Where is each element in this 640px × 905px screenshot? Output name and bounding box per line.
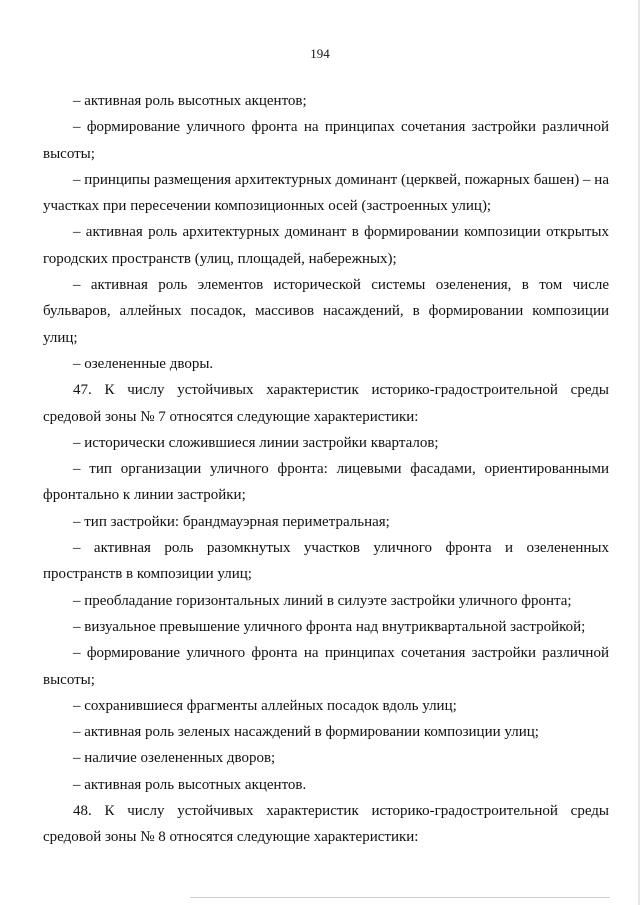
paragraph: 47. К числу устойчивых характеристик историко-градостроительной среды средовой зоны № 7 относятся следующие характеристики: — [43, 382, 609, 425]
paragraph: – принципы размещения архитектурных доминант (церквей, пожарных башен) – на участках при пересечении композиционных осей (застроенных улиц); — [43, 171, 609, 215]
paragraph: – преобладание горизонтальных линий в силуэте застройки уличного фронта; — [73, 592, 572, 609]
page-number: 194 — [310, 46, 330, 61]
paragraph: – активная роль элементов исторической системы озеленения, в том числе бульваров, аллейных посадок, массивов насаждений, в формировании композиции улиц; — [43, 277, 609, 346]
paragraph: – тип организации уличного фронта: лицевыми фасадами, ориентированными фронтально к линии застройки; — [43, 461, 609, 504]
paragraph: – озелененные дворы. — [73, 355, 214, 372]
paragraph: – формирование уличного фронта на принципах сочетания застройки различной высоты; — [43, 119, 609, 162]
paragraph: – формирование уличного фронта на принципах сочетания застройки различной высоты; — [43, 645, 609, 688]
paragraph: – тип застройки: брандмауэрная периметральная; — [73, 513, 390, 530]
paragraph: – визуальное превышение уличного фронта над внутриквартальной застройкой; — [73, 618, 586, 635]
paragraph: – исторически сложившиеся линии застройки кварталов; — [73, 434, 439, 451]
paragraph: 48. К числу устойчивых характеристик историко-градостроительной среды средовой зоны № 8 относятся следующие характеристики: — [43, 803, 609, 846]
scan-edge-line — [190, 897, 610, 898]
paragraph: – активная роль высотных акцентов. — [73, 776, 307, 793]
paragraph: – активная роль архитектурных доминант в формировании композиции открытых городских пространств (улиц, площадей, набережных); — [43, 224, 609, 267]
paragraph: – наличие озелененных дворов; — [73, 750, 276, 767]
paragraph: – активная роль разомкнутых участков уличного фронта и озелененных пространств в композиции улиц; — [43, 540, 609, 583]
document-body — [43, 88, 609, 851]
paragraph: – активная роль высотных акцентов; — [73, 93, 307, 109]
paragraph: – сохранившиеся фрагменты аллейных посадок вдоль улиц; — [73, 697, 457, 714]
paragraph: – активная роль зеленых насаждений в формировании композиции улиц; — [73, 724, 539, 741]
